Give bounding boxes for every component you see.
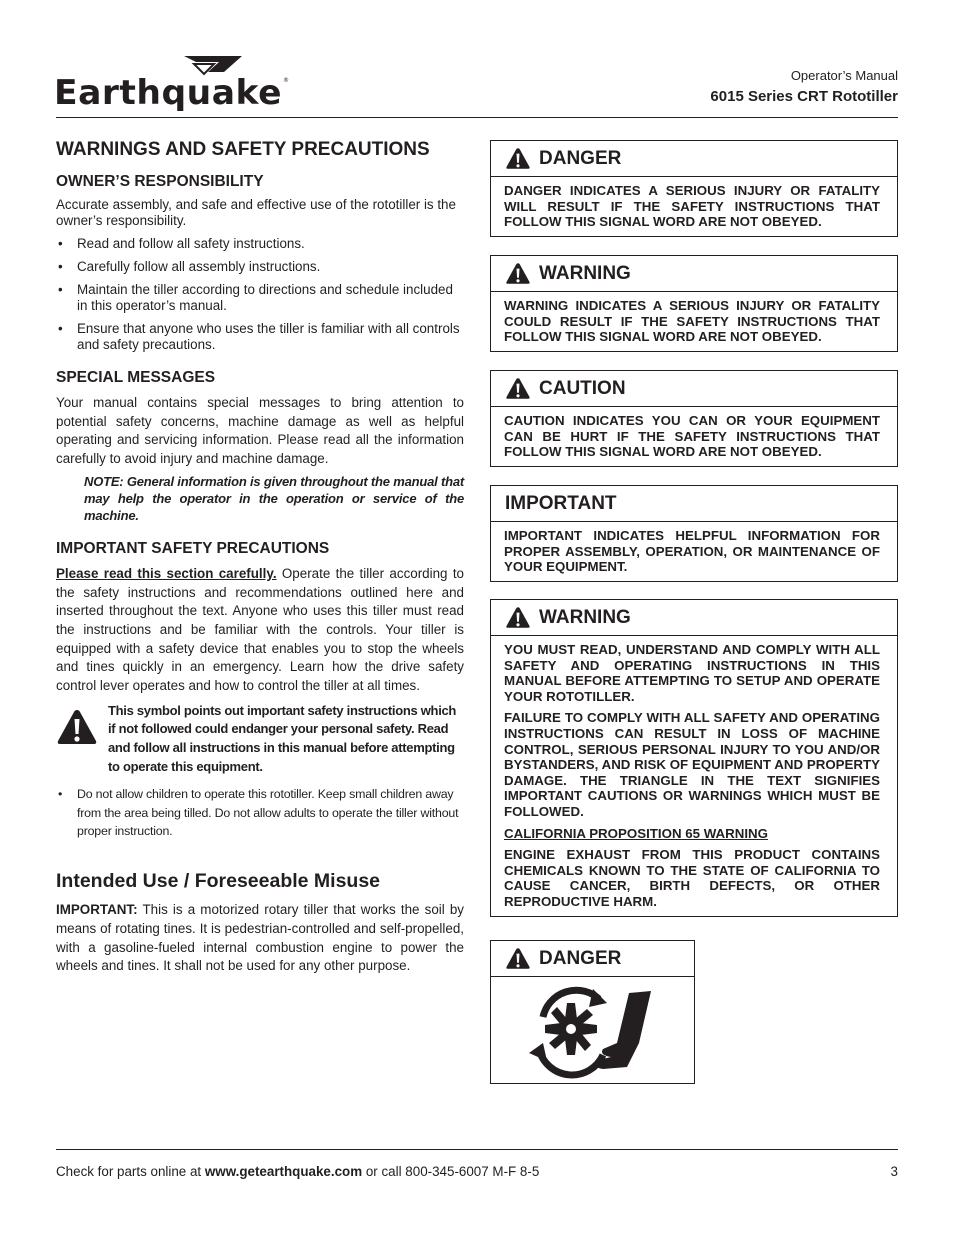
footer-link[interactable]: www.getearthquake.com [204, 1164, 363, 1179]
symbol-note [56, 702, 464, 776]
important-text: IMPORTANT INDICATES HELPFUL INFORMATION FOR PROPER ASSEMBLY, OPERATION, OR MAINTENANCE OF YOUR EQUIPMENT. [504, 528, 880, 575]
footer [56, 1163, 898, 1181]
owner-intro: Accurate assembly, and safe and effective use of the rototiller is the owner’s responsibility. [56, 197, 456, 228]
intended-text [56, 901, 464, 976]
warning2-title: WARNING [539, 606, 631, 628]
footer-divider [56, 1149, 898, 1150]
section-title: WARNINGS AND SAFETY PRECAUTIONS [56, 139, 430, 160]
owner-bullets [56, 236, 464, 353]
list-item: • Read and follow all safety instructions. [56, 236, 464, 252]
precautions-text [56, 565, 464, 696]
page-number: 3 [890, 1164, 898, 1179]
warning-text: WARNING INDICATES A SERIOUS INJURY OR FATALITY COULD RESULT IF THE SAFETY INSTRUCTIONS THAT FOLLOW THIS SIGNAL WORD ARE NOT OBEYED. [504, 298, 880, 345]
footer-suffix: or call 800-345-6007 M-F 8-5 [362, 1164, 540, 1179]
footer-prefix: Check for parts online at [56, 1164, 205, 1179]
special-heading: SPECIAL MESSAGES [56, 369, 216, 386]
warning-title: WARNING [539, 262, 631, 284]
series-title: 6015 Series CRT Rototiller [710, 88, 898, 105]
warning-triangle-icon [505, 147, 531, 170]
list-item: • Maintain the tiller according to directions and schedule included in this operator’s manual. [56, 282, 464, 314]
precautions-body: Operate the tiller according to the safety instructions and recommendations outlined here and inserted throughout the text. Anyone who uses this tiller must read the instructions and be familiar with the controls. Your tiller is equipped with a safety device that enables you to stop the wheels and tines quickly in an emergency. Learn how the drive safety control lever operates and how to control the tiller at all times. [56, 565, 464, 694]
warning-box [490, 255, 898, 352]
special-text: Your manual contains special messages to bring attention to potential safety concerns, machine damage as well as helpful operating and servicing information. Please read all the information carefully to avoid injury and machine damage. [56, 395, 464, 467]
precautions-lead: Please read this section carefully. [56, 565, 277, 581]
svg-text:Earthquake: Earthquake [54, 73, 282, 113]
rotating-tines-hand-icon [491, 977, 694, 1083]
important-title: IMPORTANT [505, 492, 617, 514]
warning-triangle-icon [505, 377, 531, 400]
symbol-text: This symbol points out important safety instructions which if not followed could endanger your personal safety. Read and follow all instructions in this manual before attempting to operate this equipment. [108, 702, 457, 774]
caution-title: CAUTION [539, 377, 626, 399]
caution-text: CAUTION INDICATES YOU CAN OR YOUR EQUIPMENT CAN BE HURT IF THE SAFETY INSTRUCTIONS THAT FOLLOW THIS SIGNAL WORD ARE NOT OBEYED. [504, 413, 880, 460]
warning-triangle-icon [56, 708, 98, 746]
svg-text:®: ® [283, 77, 289, 84]
header-divider [56, 117, 898, 118]
danger-pictogram-box [490, 940, 695, 1084]
danger2-title: DANGER [539, 947, 622, 969]
warning-triangle-icon [505, 606, 531, 629]
warning-triangle-icon [505, 262, 531, 285]
header-right [710, 67, 898, 107]
warning-box-2 [490, 599, 898, 917]
intended-body: This is a motorized rotary tiller that works the soil by means of rotating tines. It is pedestrian-controlled and self-propelled, with a gasoline-fueled internal combustion engine to power the wheels and tines. It shall not be used for any other purpose. [56, 902, 464, 974]
warning2-p4: ENGINE EXHAUST FROM THIS PRODUCT CONTAINS CHEMICALS KNOWN TO THE STATE OF CALIFORNIA TO CAUSE CANCER, BIRTH DEFECTS, OR OTHER REPRODUCTIVE HARM. [504, 847, 880, 909]
earthquake-logo [54, 52, 290, 116]
warning2-body [491, 636, 897, 916]
owner-heading: OWNER’S RESPONSIBILITY [56, 173, 264, 190]
manual-label: Operator’s Manual [790, 68, 898, 83]
intended-heading: Intended Use / Foreseeable Misuse [56, 870, 381, 893]
warning2-p2: FAILURE TO COMPLY WITH ALL SAFETY AND OPERATING INSTRUCTIONS CAN RESULT IN LOSS OF MACHINE CONTROL, SERIOUS PERSONAL INJURY TO YOU AND/OR BYSTANDERS, AND RISK OF EQUIPMENT AND PROPERTY DAMAGE. THE TRIANGLE IN THE TEXT SIGNIFIES IMPORTANT CAUTIONS OR WARNINGS WHICH MUST BE FOLLOWED. [504, 710, 880, 819]
prop65-heading: CALIFORNIA PROPOSITION 65 WARNING [504, 825, 768, 841]
intended-lead: IMPORTANT: [56, 902, 138, 918]
children-bullet: • Do not allow children to operate this rototiller. Keep small children away from the area being tilled. Do not allow adults to operate the tiller without proper instruction. [56, 785, 464, 840]
danger-title: DANGER [539, 147, 622, 169]
left-column [56, 138, 464, 976]
list-item: • Carefully follow all assembly instructions. [56, 259, 464, 275]
danger-box [490, 140, 898, 237]
list-item: • Ensure that anyone who uses the tiller is familiar with all controls and safety precautions. [56, 321, 464, 353]
danger-text: DANGER INDICATES A SERIOUS INJURY OR FATALITY WILL RESULT IF THE SAFETY INSTRUCTIONS THAT FOLLOW THIS SIGNAL WORD ARE NOT OBEYED. [504, 183, 880, 230]
note-text: NOTE: General information is given throughout the manual that may help the operator in the operation or service of the machine. [84, 473, 464, 523]
warning2-p1: YOU MUST READ, UNDERSTAND AND COMPLY WITH ALL SAFETY AND OPERATING INSTRUCTIONS IN THIS MANUAL BEFORE ATTEMPTING TO SETUP AND OPERATE YOUR ROTOTILLER. [504, 642, 880, 704]
important-box [490, 485, 898, 582]
caution-box [490, 370, 898, 467]
precautions-heading: IMPORTANT SAFETY PRECAUTIONS [56, 539, 330, 557]
warning-triangle-icon [505, 947, 531, 970]
